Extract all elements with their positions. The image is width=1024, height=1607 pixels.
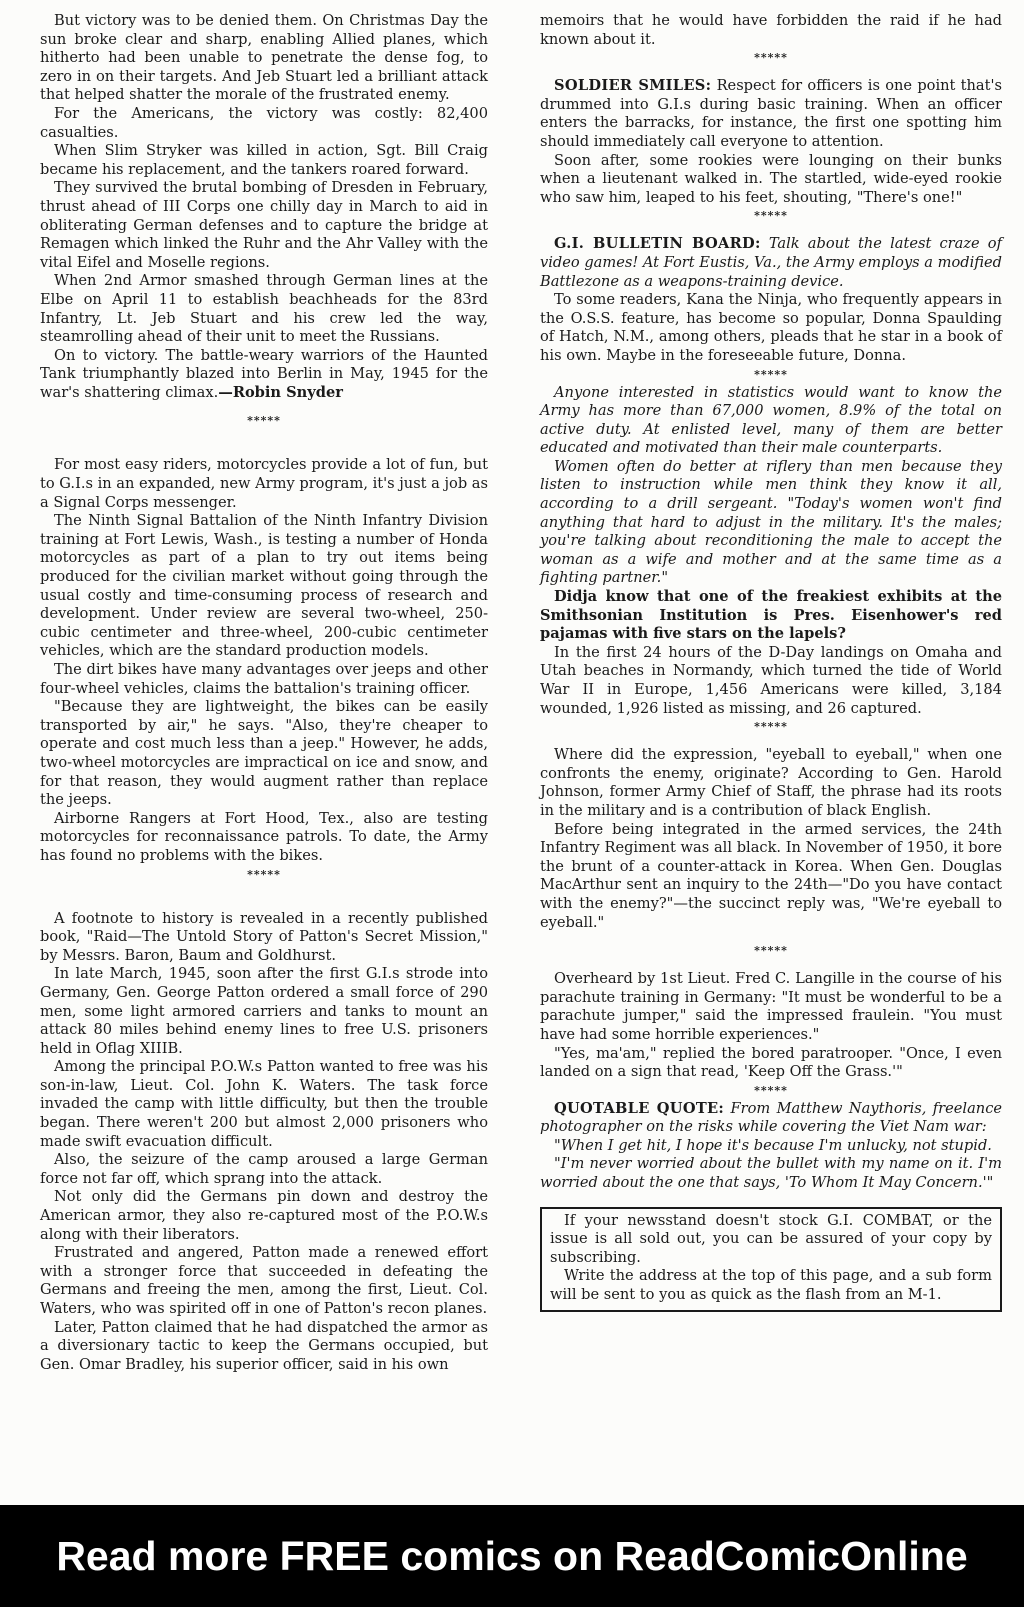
section-divider: ***** [754, 51, 788, 65]
paragraph: Write the address at the top of this page, and a sub form will be sent to you as quick as the flash from an M-1. [550, 1267, 992, 1304]
paragraph: "I'm never worried about the bullet with my name on it. I'm worried about the one that says, 'To Whom It May Concern.'" [540, 1155, 1002, 1192]
paragraph: memoirs that he would have forbidden the raid if he had known about it. [540, 12, 1002, 48]
paragraph: Soon after, some rookies were lounging on their bunks when a lieutenant walked in. The startled, wide-eyed rookie who saw him, leaped to his feet, shouting, "There's one!" [540, 151, 1002, 206]
gi-bulletin-item [540, 235, 1002, 291]
section-divider: ***** [247, 414, 281, 428]
paragraph: But victory was to be denied them. On Christmas Day the sun broke clear and sharp, enabling Allied planes, which hitherto had been unable to penetrate the dense fog, to zero in on their targets. And Jeb Stuart led a brilliant attack that helped shatter the morale of the frustrated enemy. [40, 12, 488, 104]
paragraph: Frustrated and angered, Patton made a renewed effort with a stronger force that succeeded in defeating the Germans and freeing the men, among the first, Lieut. Col. Waters, who was spirited off in one of Patton's recon planes. [40, 1244, 488, 1317]
subscription-box [540, 1207, 1002, 1312]
paragraph: Before being integrated in the armed services, the 24th Infantry Regiment was all black. In November of 1950, it bore the brunt of a counter-attack in Korea. When Gen. Douglas MacArthur sent an inquiry to the 24th—"Do you have contact with the enemy?"—the succinct reply was, "We're eyeball to eyeball." [540, 820, 1002, 931]
paragraph-text: Respect for officers is one point that's drummed into G.I.s during basic training. When an officer enters the barracks, for instance, the first one spotting him should immediately call everyone to attention. [540, 77, 1002, 150]
paragraph-text: Talk about the latest craze of video games! At Fort Eustis, Va., the Army employs a modified Battlezone as a weapons-training device. [540, 235, 1002, 290]
soldier-smiles-item [540, 77, 1002, 151]
paragraph-text: On to victory. The battle-weary warriors of the Haunted Tank triumphantly blazed into Berlin in May, 1945 for the war's shattering climax. [40, 346, 488, 401]
section-divider: ***** [754, 944, 788, 958]
section-divider: ***** [754, 1083, 788, 1097]
paragraph: Anyone interested in statistics would want to know the Army has more than 67,000 women, 8.9% of the total on active duty. At enlisted level, many of them are better educated and motivated than their male counterparts. [540, 383, 1002, 457]
section-divider: ***** [247, 867, 281, 881]
paragraph: The Ninth Signal Battalion of the Ninth Infantry Division training at Fort Lewis, Wash., is testing a number of Honda motorcycles as part of a plan to try out items being produced for the civilian market without going through the usual costly and time-consuming process of research and development. Under review are several two-wheel, 250-cubic centimeter and three-wheel, 200-cubic centimeter vehicles, which are the standard production models. [40, 512, 488, 660]
section-divider: ***** [754, 209, 788, 223]
promo-banner [0, 1505, 1024, 1607]
promo-banner-text: Read more FREE comics on ReadComicOnline [56, 1532, 968, 1579]
paragraph: If your newsstand doesn't stock G.I. COMBAT, or the issue is all sold out, you can be assured of your copy by subscribing. [550, 1211, 992, 1266]
section-divider: ***** [754, 367, 788, 381]
paragraph: Where did the expression, "eyeball to eyeball," when one confronts the enemy, originate? According to Gen. Harold Johnson, former Army Chief of Staff, the phrase had its roots in the military and is a contribution of black English. [540, 746, 1002, 819]
left-column [40, 12, 488, 1374]
paragraph: Later, Patton claimed that he had dispatched the armor as a diversionary tactic to keep the Germans occupied, but Gen. Omar Bradley, his superior officer, said in his own [40, 1318, 488, 1373]
paragraph: Among the principal P.O.W.s Patton wanted to free was his son-in-law, Lieut. Col. John K. Waters. The task force invaded the camp with little difficulty, but then the trouble began. There weren't 200 but almost 2,000 prisoners who made swift evacuation difficult. [40, 1058, 488, 1150]
paragraph: "Because they are lightweight, the bikes can be easily transported by air," he says. "Also, they're cheaper to operate and cost much less than a jeep." However, he adds, two-wheel motorcycles are impractical on ice and snow, and for that reason, they would augment rather than replace the jeeps. [40, 698, 488, 809]
paragraph: Women often do better at riflery than men because they listen to instruction while men think they know it all, according to a drill sergeant. "Today's women won't find anything that hard to adjust in the military. It's the males; you're talking about reconditioning the male to accept the woman as a wife and mother and at the same time as a fighting partner." [540, 457, 1002, 587]
paragraph: For most easy riders, motorcycles provide a lot of fun, but to G.I.s in an expanded, new Army program, it's just a job as a Signal Corps messenger. [40, 456, 489, 511]
paragraph: Overheard by 1st Lieut. Fred C. Langille in the course of his parachute training in Germany: "It must be wonderful to be a parachute jumper," said the impressed fraulein. "You must have had some horrible experiences." [540, 970, 1002, 1043]
paragraph: "Yes, ma'am," replied the bored paratrooper. "Once, I even landed on a sign that read, 'Keep Off the Grass.'" [540, 1044, 1002, 1081]
paragraph: Also, the seizure of the camp aroused a large German force not far off, which sprang into the attack. [40, 1151, 488, 1187]
section-heading: QUOTABLE QUOTE: [554, 1099, 725, 1117]
paragraph: When Slim Stryker was killed in action, Sgt. Bill Craig became his replacement, and the tankers roared forward. [40, 142, 488, 178]
paragraph: The dirt bikes have many advantages over jeeps and other four-wheel vehicles, claims the battalion's training officer. [40, 661, 488, 697]
section-divider: ***** [754, 720, 788, 734]
paragraph-text: From Matthew Naythoris, freelance photographer on the risks while covering the Viet Nam war: [540, 1099, 1003, 1136]
paragraph: "When I get hit, I hope it's because I'm unlucky, not stupid. [554, 1136, 992, 1154]
section-heading: SOLDIER SMILES: [554, 77, 712, 95]
paragraph [40, 347, 488, 403]
paragraph: A footnote to history is revealed in a recently published book, "Raid—The Untold Story of Patton's Secret Mission," by Messrs. Baron, Baum and Goldhurst. [40, 909, 488, 964]
section-heading: G.I. BULLETIN BOARD: [554, 235, 761, 253]
right-column [540, 12, 1002, 1312]
didja-know-item: Didja know that one of the freakiest exhibits at the Smithsonian Institution is Pres. Eisenhower's red pajamas with five stars on the lapels? [540, 588, 1002, 643]
paragraph: For the Americans, the victory was costly: 82,400 casualties. [40, 104, 488, 141]
paragraph: In the first 24 hours of the D-Day landings on Omaha and Utah beaches in Normandy, which turned the tide of World War II in Europe, 1,456 Americans were killed, 3,184 wounded, 1,926 listed as missing, and 26 captured. [540, 643, 1002, 717]
quotable-quote-item [540, 1100, 1002, 1137]
paragraph: When 2nd Armor smashed through German lines at the Elbe on April 11 to establish beachheads for the 83rd Infantry, Lt. Jeb Stuart and his crew led the way, steamrolling ahead of their unit to meet the Russians. [40, 272, 488, 346]
paragraph: They survived the brutal bombing of Dresden in February, thrust ahead of III Corps one chilly day in March to aid in obliterating German defenses and to capture the bridge at Remagen which linked the Ruhr and the Ahr Valley with the vital Eifel and Moselle regions. [40, 179, 488, 271]
paragraph: In late March, 1945, soon after the first G.I.s strode into Germany, Gen. George Patton ordered a small force of 290 men, some light armored carriers and tanks to mount an attack 80 miles behind enemy lines to free U.S. prisoners held in Oflag XIIIB. [40, 965, 488, 1057]
paragraph: Not only did the Germans pin down and destroy the American armor, they also re-captured most of the P.O.W.s along with their liberators. [40, 1188, 488, 1243]
paragraph: Airborne Rangers at Fort Hood, Tex., also are testing motorcycles for reconnaissance patrols. To date, the Army has found no problems with the bikes. [40, 809, 488, 864]
paragraph: To some readers, Kana the Ninja, who frequently appears in the O.S.S. feature, has become so popular, Donna Spaulding of Hatch, N.M., among others, pleads that he star in a book of his own. Maybe in the foreseeable future, Donna. [540, 291, 1002, 364]
byline: —Robin Snyder [218, 383, 343, 401]
